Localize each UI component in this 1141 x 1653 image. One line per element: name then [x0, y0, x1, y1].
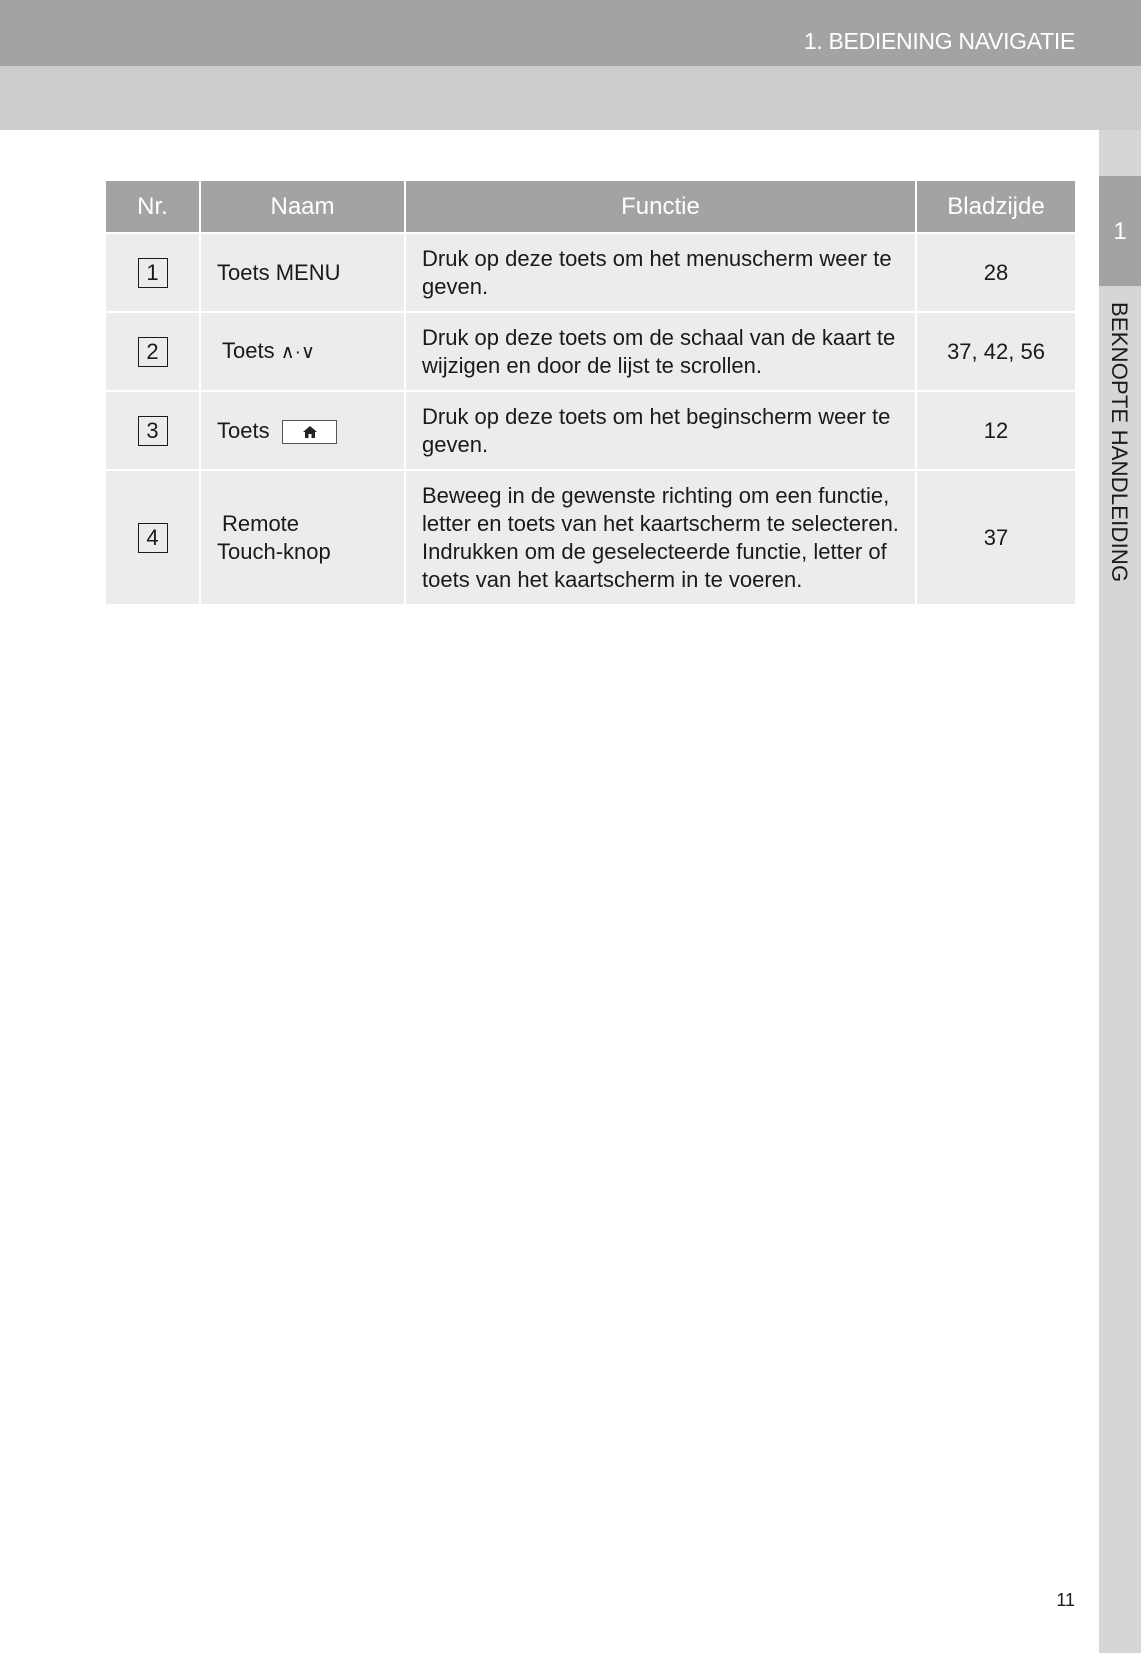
row-number-cell — [106, 470, 200, 604]
row-number-box: 3 — [138, 416, 168, 446]
row-function: Druk op deze toets om het menuscherm weer te geven. — [405, 233, 916, 312]
header-functie: Functie — [405, 181, 916, 233]
row-number-box: 2 — [138, 337, 168, 367]
row-name: Toets — [222, 337, 275, 363]
table-row — [106, 312, 1075, 391]
header-band — [0, 0, 1141, 66]
controls-table — [106, 181, 1075, 604]
chapter-tab — [1099, 176, 1141, 286]
row-function-line: Indrukken om de geselecteerde functie, letter of — [422, 538, 887, 564]
header-nr: Nr. — [106, 181, 200, 233]
row-name-cell — [200, 312, 405, 391]
row-page-ref: 12 — [916, 391, 1075, 470]
row-page-ref: 37, 42, 56 — [916, 312, 1075, 391]
header-sub-band — [0, 66, 1141, 130]
table-header-row — [106, 181, 1075, 233]
row-function: Druk op deze toets om de schaal van de kaart te wijzigen en door de lijst te scrollen. — [405, 312, 916, 391]
row-number-cell — [106, 312, 200, 391]
home-key-graphic — [282, 420, 337, 444]
row-name: Toets MENU — [200, 233, 405, 312]
row-number-box: 1 — [138, 258, 168, 288]
chapter-label: BEKNOPTE HANDLEIDING — [1107, 302, 1132, 583]
row-number-box: 4 — [138, 523, 168, 553]
home-icon — [302, 425, 318, 439]
section-title: 1. BEDIENING NAVIGATIE — [803, 28, 1075, 54]
row-function-line: Beweeg in de gewenste richting om een functie, — [422, 482, 890, 508]
row-name-cell — [200, 470, 405, 604]
row-page-ref: 37 — [916, 470, 1075, 604]
row-number-cell — [106, 233, 200, 312]
row-name: Toets — [217, 417, 270, 443]
row-number-cell — [106, 391, 200, 470]
row-function-line: toets van het kaartscherm in te voeren. — [422, 566, 803, 592]
row-function-cell — [405, 470, 916, 604]
table-row — [106, 470, 1075, 604]
page-number: 11 — [1056, 1590, 1075, 1610]
header-naam: Naam — [200, 181, 405, 233]
row-name-cell — [200, 391, 405, 470]
table-row — [106, 233, 1075, 312]
row-name-line: Remote — [222, 510, 300, 536]
row-name-line: Touch-knop — [217, 538, 331, 564]
zoom-arrows-icon: ∧·∨ — [280, 341, 315, 363]
row-page-ref: 28 — [916, 233, 1075, 312]
header-bladzijde: Bladzijde — [916, 181, 1075, 233]
chapter-number: 1 — [1113, 218, 1127, 245]
row-function-line: letter en toets van het kaartscherm te selecteren. — [422, 510, 899, 536]
table-row — [106, 391, 1075, 470]
row-function: Druk op deze toets om het beginscherm weer te geven. — [405, 391, 916, 470]
